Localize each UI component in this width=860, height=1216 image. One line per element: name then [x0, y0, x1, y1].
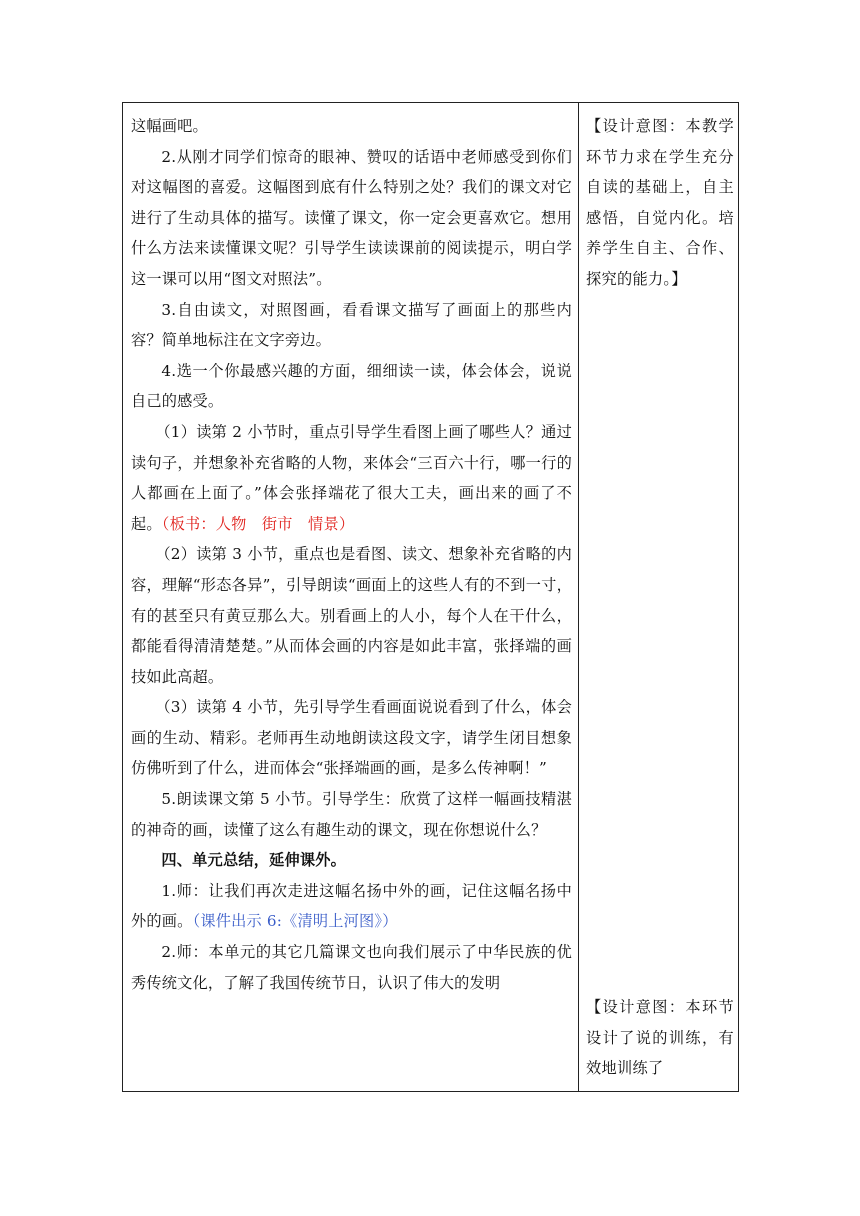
paragraph	[131, 876, 572, 937]
paragraph-text: 1.师：让我们再次走进这幅名扬中外的画，记住这幅名扬中外的画。	[131, 881, 572, 931]
paragraph: （3）读第 4 小节，先引导学生看画面说说看到了什么，体会画的生动、精彩。老师再生动地朗读这段文字，请学生闭目想象仿佛听到了什么，进而体会“张择端画的画，是多么传神啊！”	[131, 698, 572, 778]
paragraph: 4.选一个你最感兴趣的方面，细细读一读，体会体会，说说自己的感受。	[131, 361, 572, 411]
paragraph: 这幅画吧。	[131, 117, 208, 135]
paragraph: 2.师：本单元的其它几篇课文也向我们展示了中华民族的优秀传统文化，了解了我国传统节日，认识了伟大的发明	[131, 943, 572, 992]
paragraph	[131, 417, 572, 539]
paragraph: 3.自由读文，对照图画，看看课文描写了画面上的那些内容？简单地标注在文字旁边。	[131, 300, 572, 350]
paragraph: （2）读第 3 小节，重点也是看图、读文、想象补充省略的内容，理解“形态各异”，引导朗读“画面上的这些人有的不到一寸，有的甚至只有黄豆那么大。别看画上的人小，每个人在干什么，都能看得清清楚楚。”从而体会画的内容是如此丰富，张择端的画技如此高超。	[131, 545, 572, 686]
teaching-process-column	[123, 103, 579, 1091]
paragraph: 2.从刚才同学们惊奇的眼神、赞叹的话语中老师感受到你们对这幅图的喜爱。这幅图到底有什么特别之处？我们的课文对它进行了生动具体的描写。读懂了课文，你一定会更喜欢它。想用什么方法来读懂课文呢？引导学生读读课前的阅读提示，明白学这一课可以用“图文对照法”。	[131, 147, 572, 288]
design-intent-note: 【设计意图：本环节设计了说的训练，有效地训练了	[586, 998, 734, 1078]
blackboard-note: （板书：人物 街市 情景）	[161, 514, 355, 533]
paragraph: 5.朗读课文第 5 小节。引导学生：欣赏了这样一幅画技精湛的神奇的画，读懂了这么有趣生动的课文，现在你想说什么？	[131, 790, 572, 839]
lesson-plan-table	[122, 102, 739, 1092]
paragraph-text: （1）读第 2 小节时，重点引导学生看图上画了哪些人？通过读句子，并想象补充省略的人物，来体会“三百六十行，哪一行的人都画在上面了。”体会张择端花了很大工夫，画出来的画了不起。	[131, 422, 572, 533]
design-intent-column	[579, 103, 738, 1091]
courseware-note: （课件出示 6:《清明上河图》）	[192, 912, 398, 931]
section-heading: 四、单元总结，延伸课外。	[161, 851, 347, 870]
design-intent-note: 【设计意图：本教学环节力求在学生充分自读的基础上，自主感悟，自觉内化。培养学生自主、合作、探究的能力。】	[586, 117, 734, 288]
